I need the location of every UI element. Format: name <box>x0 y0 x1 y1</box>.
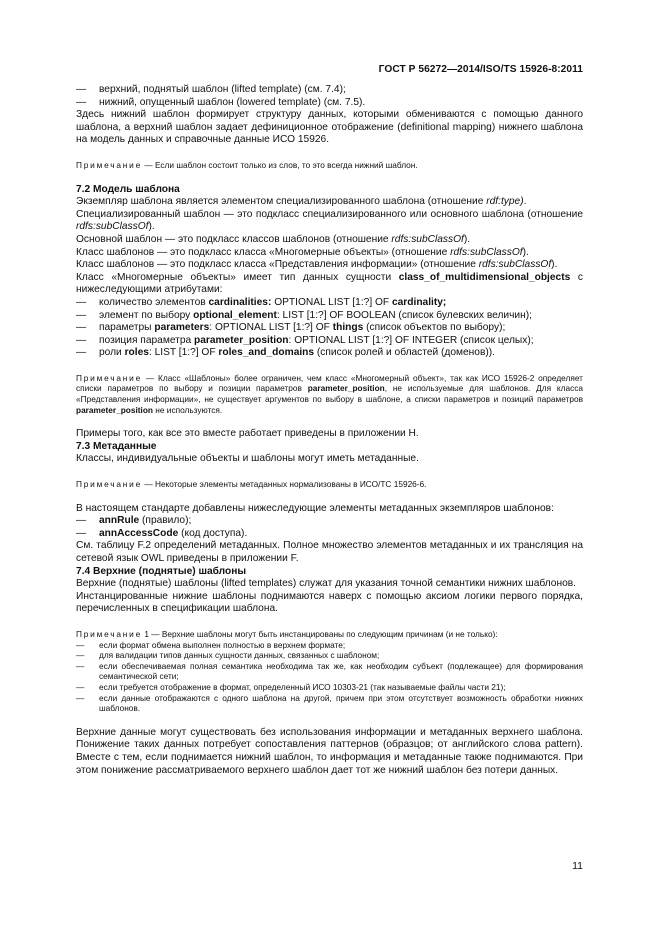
dash-marker: — <box>76 650 85 661</box>
paragraph: Основной шаблон — это подкласс классов шаблонов (отношение rdfs:subClassOf). <box>76 233 471 245</box>
paragraph: Специализированный шаблон — это подкласс специализированного или основного шаблона (отношение rdfs:subClassOf). <box>76 208 583 233</box>
document-header: ГОСТ Р 56272—2014/ISO/TS 15926-8:2011 <box>378 64 583 75</box>
note-list-item: — если обеспечиваемая полная семантика необходима так же, как необходим субъект (подлежащее) для формирования семантической сети; <box>76 660 583 682</box>
dash-marker: — <box>76 515 87 527</box>
list-item <box>76 97 583 110</box>
dash-marker: — <box>76 322 87 334</box>
page-content <box>76 84 583 777</box>
paragraph: См. таблицу F.2 определений метаданных. Полное множество элементов метаданных и их трансляция на сетевой язык OWL приведены в приложении F. <box>76 540 583 564</box>
paragraph: Примеры того, как все это вместе работает приведены в приложении Н. <box>76 428 419 440</box>
metadata-item: — annRule (правило); <box>76 515 192 527</box>
dash-marker: — <box>76 681 85 692</box>
note-label: Примечание <box>76 479 143 490</box>
section-heading-7-3: 7.3 Метаданные <box>76 440 157 452</box>
list-item-text: нижний, опущенный шаблон (lowered template) (см. 7.5). <box>99 96 366 108</box>
note-7-4: Примечание 1 — Верхние шаблоны могут быть инстанцированы по следующим причинам (и не только): — если формат обмена выполнен полностью в верхнем формате; — для валидации типов данных сущности данных, связанных с шаблоном; — если обеспечиваемая полная семантика необходима так же, как необходим субъект (подлежащее) для формирования семантической сети; — если требуется отображение в формат, определенный ИСО 10303-21 (так называемые файлы части 21); — если данные отображаются с одного шаблона на другой, причем при этом отсутствует возможность обработки нижних шаблонов. <box>76 628 583 714</box>
paragraph: Экземпляр шаблона является элементом специализированного шаблона (отношение rdf:type). <box>76 196 527 208</box>
dash-marker: — <box>76 660 85 671</box>
note-list-item: — если данные отображаются с одного шаблона на другой, причем при этом отсутствует возможность обработки нижних шаблонов. <box>76 692 583 714</box>
list-item-text: верхний, поднятый шаблон (lifted template) (см. 7.4); <box>99 84 346 95</box>
paragraph: Верхние данные могут существовать без использования информации и метаданных верхнего шаблона. Понижение таких данных потребует сопоставления паттернов (образцов; от английского слова pattern). Вместе с тем, если поднимается нижний шаблон, то информация и метаданные также поднимаются. При этом понижение рассматриваемого верхнего шаблон дает тот же нижний шаблон без потери данных. <box>76 726 583 776</box>
attribute-item: — параметры parameters: OPTIONAL LIST [1:?] OF things (список объектов по выбору); <box>76 322 506 334</box>
dash-marker: — <box>76 347 87 359</box>
note-1: Примечание — Если шаблон состоит только из слов, то это всегда нижний шаблон. <box>76 159 418 170</box>
attribute-item: — элемент по выбору optional_element: LIST [1:?] OF BOOLEAN (список булевских величин); <box>76 309 532 321</box>
dash-marker: — <box>76 639 85 650</box>
note-text: Если шаблон состоит только из слов, то это всегда нижний шаблон. <box>154 159 418 170</box>
paragraph: Инстанцированные нижние шаблоны поднимаются наверх с помощью аксиом логики первого порядка, перечисленных в спецификации шаблона. <box>76 590 583 615</box>
attribute-item: — позиция параметра parameter_position: OPTIONAL LIST [1:?] OF INTEGER (список целых); <box>76 334 534 346</box>
note-list-item: — если требуется отображение в формат, определенный ИСО 10303-21 (так называемые файлы части 21); <box>76 681 506 692</box>
section-heading-7-2: 7.2 Модель шаблона <box>76 183 180 195</box>
note-label: Примечание <box>76 159 143 170</box>
note-list-item: — для валидации типов данных сущности данных, связанных с шаблоном; <box>76 650 380 661</box>
note-label: Примечание <box>76 628 143 639</box>
note-7-2: Примечание — Класс «Шаблоны» более ограничен, чем класс «Многомерный объект», так как ИСО 15926-2 определяет списки параметров по выбору и позиции параметров parameter_position, не используемые для шаблонов. Для класса «Представления информации», не существует аргументов по выбору в шаблоне, а списки параметров и позиций параметров parameter_position не используются. <box>76 372 583 415</box>
paragraph: В настоящем стандарте добавлены нижеследующие элементы метаданных экземпляров шаблонов: <box>76 502 554 514</box>
dash-marker: — <box>76 96 87 108</box>
dash-marker: — <box>76 84 87 95</box>
paragraph: Верхние (поднятые) шаблоны (lifted templates) служат для указания точной семантики нижних шаблонов. <box>76 578 576 590</box>
paragraph: Класс шаблонов — это подкласс класса «Представления информации» (отношение rdfs:subClassOf). <box>76 259 558 271</box>
attribute-item: — роли roles: LIST [1:?] OF roles_and_domains (список ролей и областей (доменов)). <box>76 347 495 359</box>
dash-marker: — <box>76 334 87 346</box>
intro-paragraph: Здесь нижний шаблон формирует структуру данных, которыми обмениваются с помощью данного шаблона, а верхний шаблон задает дефиниционное отображение (definitional mapping) нижнего шаблона на модель данных и справочные данные ИСО 15926. <box>76 109 583 146</box>
section-heading-7-4: 7.4 Верхние (поднятые) шаблоны <box>76 565 247 577</box>
dash-marker: — <box>76 309 87 321</box>
paragraph: Класс шаблонов — это подкласс класса «Многомерные объекты» (отношение rdfs:subClassOf). <box>76 246 529 258</box>
dash-marker: — <box>76 296 87 308</box>
dash-marker: — <box>76 527 87 539</box>
list-item <box>76 84 583 97</box>
attribute-item: — количество элементов cardinalities: OPTIONAL LIST [1:?] OF cardinality; <box>76 296 447 308</box>
paragraph: Класс «Многомерные объекты» имеет тип данных сущности class_of_multidimensional_objects с нижеследующими атрибутами: <box>76 271 583 296</box>
paragraph: Классы, индивидуальные объекты и шаблоны могут иметь метаданные. <box>76 453 419 465</box>
note-number: 1 <box>144 628 149 639</box>
note-7-3: Примечание — Некоторые элементы метаданных нормализованы в ИСО/ТС 15926-6. <box>76 479 427 490</box>
note-list-item: — если формат обмена выполнен полностью в верхнем формате; <box>76 639 346 650</box>
dash-marker: — <box>76 692 85 703</box>
note-label: Примечание <box>76 372 143 383</box>
page-number: 11 <box>572 860 583 872</box>
metadata-item: — annAccessCode (код доступа). <box>76 527 248 539</box>
